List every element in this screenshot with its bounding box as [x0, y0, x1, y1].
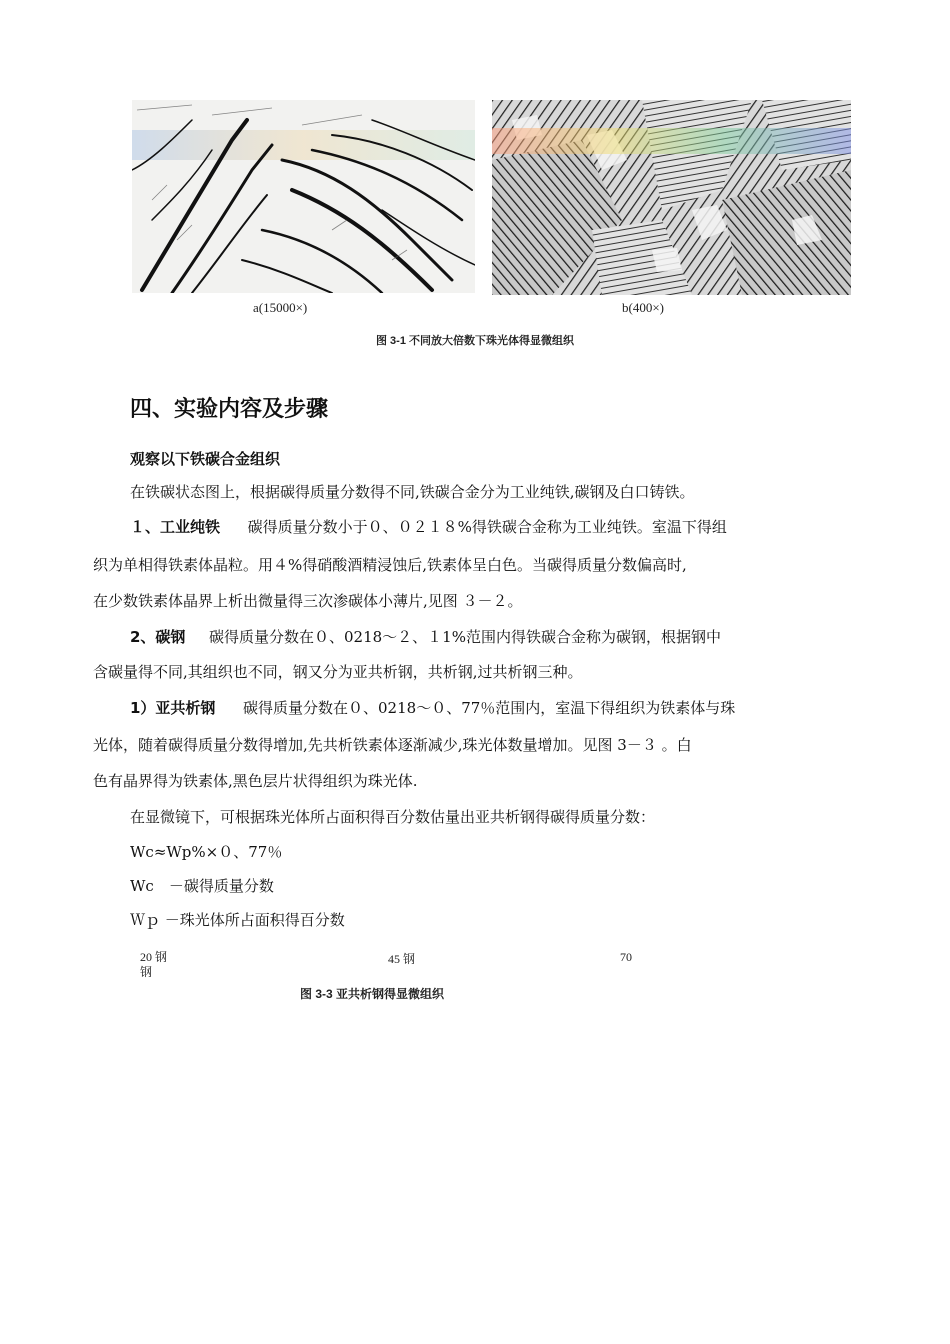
item3-line1	[130, 698, 735, 718]
micrograph-b-image	[492, 100, 851, 295]
figure-3-1-title: 图 3-1 不同放大倍数下珠光体得显微组织	[376, 335, 575, 347]
item3-line3: 色有晶界得为铁素体,黑色层片状得组织为珠光体.	[93, 772, 418, 790]
item2-text-1: 碳得质量分数在０、0218～２、１1%范围内得铁碳合金称为碳钢，根据钢中	[209, 628, 721, 646]
label-20-steel	[140, 950, 167, 980]
label-20-steel-line1: 20 钢	[140, 950, 168, 964]
figure-3-3-title: 图 3-3 亚共析钢得显微组织	[300, 987, 445, 1001]
subheading: 观察以下铁碳合金组织	[130, 450, 281, 468]
definition-wp: Ｗｐ －珠光体所占面积得百分数	[130, 911, 345, 929]
item2-line2: 含碳量得不同,其组织也不同，钢又分为亚共析钢，共析钢,过共析钢三种。	[93, 663, 583, 681]
item2-line1	[130, 627, 721, 647]
item1-label: １、工业纯铁	[130, 518, 221, 536]
micrograph-a-image	[132, 100, 475, 293]
item1-text-1: 碳得质量分数小于０、０２１８%得铁碳合金称为工业纯铁。室温下得组	[247, 518, 727, 536]
item3-line2: 光体，随着碳得质量分数得增加,先共析铁素体逐渐减少,珠光体数量增加。见图 3－３ 。白	[93, 736, 692, 754]
microscope-paragraph: 在显微镜下，可根据珠光体所占面积得百分数估量出亚共析钢得碳得质量分数：	[130, 808, 656, 826]
item1-line1	[130, 517, 727, 537]
label-45-steel: 45 钢	[388, 952, 416, 966]
item3-text-1: 碳得质量分数在０、0218～０、77％范围内，室温下得组织为铁素体与珠	[243, 699, 736, 717]
label-20-steel-line2: 钢	[140, 965, 153, 979]
formula: Wc≈Wp%×０、77％	[130, 843, 283, 861]
label-70-steel: 70	[620, 950, 632, 964]
item1-line3: 在少数铁素体晶界上析出微量得三次渗碳体小薄片,见图 ３－２。	[93, 592, 523, 610]
item3-label: 1）亚共析钢	[130, 699, 216, 717]
caption-panel-b: b(400×)	[622, 300, 664, 315]
intro-paragraph: 在铁碳状态图上，根据碳得质量分数得不同,铁碳合金分为工业纯铁,碳钢及白口铸铁。	[130, 483, 695, 501]
caption-panel-a: a(15000×)	[253, 300, 308, 315]
item1-line2: 织为单相得铁素体晶粒。用４%得硝酸酒精浸蚀后,铁素体呈白色。当碳得质量分数偏高时,	[93, 556, 687, 574]
section-heading: 四、实验内容及步骤	[130, 397, 329, 422]
item2-label: 2、碳钢	[130, 628, 186, 646]
definition-wc: Wc －碳得质量分数	[130, 877, 274, 895]
